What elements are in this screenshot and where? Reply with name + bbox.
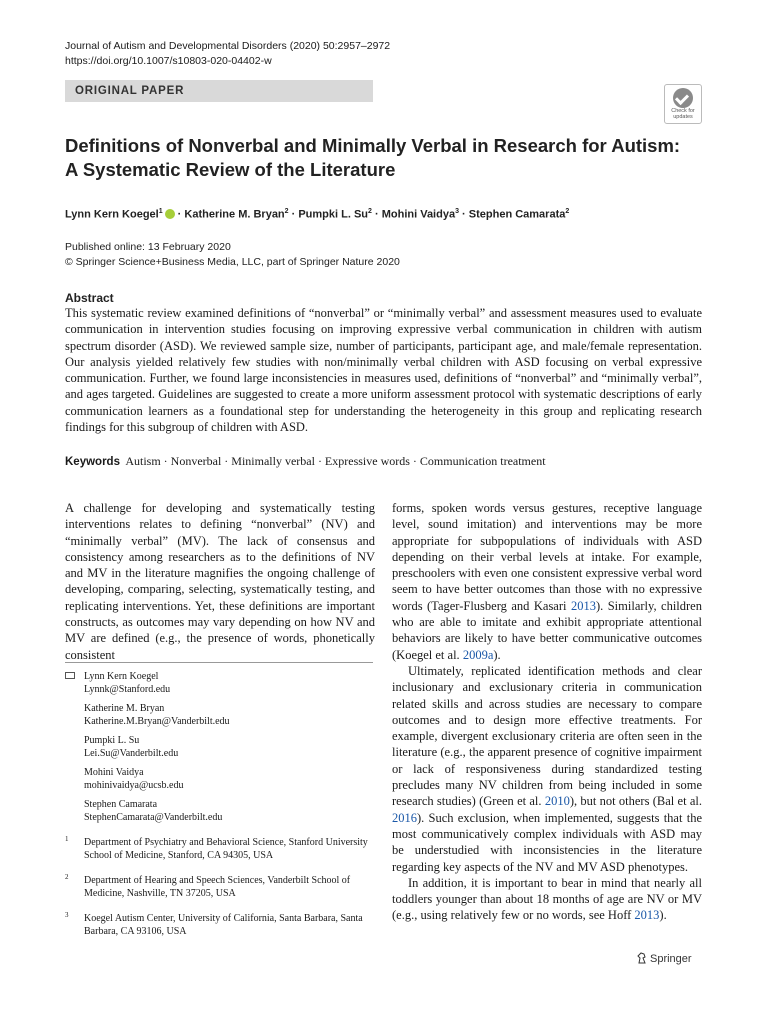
author-contacts (65, 670, 373, 938)
citation-link[interactable]: 2016 (392, 810, 417, 825)
affiliation-number: 1 (65, 835, 69, 843)
author-affil-sup: 2 (368, 208, 372, 215)
article-type-badge: ORIGINAL PAPER (65, 80, 373, 102)
body-column-left (65, 500, 375, 663)
affiliation-entry (65, 912, 373, 938)
author-affil-sup: 2 (284, 208, 289, 215)
springer-horse-icon (637, 952, 647, 964)
text-run: ), but not others (Bal et al. (569, 794, 702, 809)
contact-entry (65, 798, 373, 824)
citation-link[interactable]: 2013 (570, 598, 596, 613)
keywords-line (65, 453, 546, 470)
keywords-label: Keywords (65, 456, 120, 468)
affiliation-text: Koegel Autism Center, University of California, Santa Barbara, Santa Barbara, CA 93106, USA (84, 913, 363, 937)
contact-email[interactable]: Katherine.M.Bryan@Vanderbilt.edu (84, 716, 230, 727)
body-paragraph (392, 500, 702, 663)
check-updates-icon (673, 88, 693, 108)
author-name[interactable]: Lynn Kern Koegel (65, 208, 159, 221)
contact-entry (65, 670, 373, 696)
title-line-2: A Systematic Review of the Literature (65, 159, 396, 180)
contact-email[interactable]: StephenCamarata@Vanderbilt.edu (84, 812, 223, 823)
affiliation-number: 2 (65, 873, 69, 881)
body-column-right (392, 500, 702, 924)
text-run: forms, spoken words versus gestures, receptive language level, sound imitation) and interventions may be more appropriate for subpopulations of individuals with ASD depending on their verbal levels at intake. For example, preschoolers with even one consistent expressive verbal word seem to have better outcomes than those with no expressive words (Tager-Flusberg and Kasari (392, 501, 702, 613)
journal-citation: Journal of Autism and Developmental Disorders (2020) 50:2957–2972 (65, 40, 391, 52)
affiliation-text: Department of Psychiatry and Behavioral Science, Stanford University School of Medicine, Stanford, CA 94305, USA (84, 837, 368, 861)
contact-name: Pumpki L. Su (84, 735, 140, 746)
correspondence-divider (65, 662, 373, 663)
contact-name: Katherine M. Bryan (84, 703, 165, 714)
contact-entry (65, 702, 373, 728)
author-affil-sup: 2 (565, 208, 570, 215)
citation-link[interactable]: 2013 (634, 908, 660, 923)
text-run: In addition, it is important to bear in mind that nearly all toddlers younger than about 18 months of age are NV or MV (e.g., using relatively few or no words, see Hoff (392, 875, 702, 923)
publisher-footer (637, 952, 692, 965)
affiliation-entry (65, 836, 373, 862)
affiliation-number: 3 (65, 911, 69, 919)
check-for-updates-button[interactable] (664, 84, 702, 124)
doi-link[interactable]: https://doi.org/10.1007/s10803-020-04402-w (65, 55, 272, 67)
text-run: ). Similarly, children who are able to imitate and exhibit appropriate attentional behaviors are likely to have better communicative outcomes (Koegel et al. (392, 598, 702, 662)
contact-entry (65, 766, 373, 792)
author-affil-sup: 3 (455, 208, 459, 215)
text-run: ). (659, 908, 667, 923)
text-run: Ultimately, replicated identification methods and clear inclusionary and exclusionary criteria in communication related skills and across studies are necessary to compare outcomes and to design more effective treatments. For example, divergent exclusionary criteria are often seen in the literature (e.g., the apparent presence of cognitive impairment or lack of responsiveness during standardized testing precludes many NV children from being included in some research studies) (Green et al. (392, 663, 702, 809)
affiliation-entry (65, 874, 373, 900)
title-line-1: Definitions of Nonverbal and Minimally Verbal in Research for Autism: (65, 135, 681, 156)
contact-name: Stephen Camarata (84, 799, 158, 810)
envelope-icon (65, 672, 75, 679)
author-name[interactable]: Pumpki L. Su (298, 208, 369, 221)
orcid-icon[interactable] (165, 209, 175, 219)
author-separator: · (288, 208, 299, 221)
contact-email[interactable]: Lei.Su@Vanderbilt.edu (84, 748, 179, 759)
abstract-heading: Abstract (65, 291, 114, 305)
abstract-text: This systematic review examined definitions of “nonverbal” or “minimally verbal” and assessment measures used to evaluate communication in intervention studies focusing on improving expressive verbal communication in children with autism spectrum disorder (ASD). We reviewed sample size, number of participants, participant age, and male/female representation. Our analysis yielded relatively few studies with non/minimally verbal children with ASD focusing on verbal expressive communication. Further, we found large inconsistencies in measures used, definitions of “nonverbal” and “minimally verbal”, and ages targeted. Guidelines are suggested to create a more uniform assessment protocol with systematic descriptions of early communication learners as a foundational step for understanding the heterogeneity in this group and replicating research findings for this subgroup of children with ASD. (65, 306, 702, 435)
copyright-notice: © Springer Science+Business Media, LLC, part of Springer Nature 2020 (65, 256, 400, 268)
publication-info (65, 240, 400, 270)
publisher-name: Springer (650, 953, 692, 965)
published-date: Published online: 13 February 2020 (65, 241, 231, 253)
author-separator: · (458, 208, 469, 221)
keywords-list: Autism · Nonverbal · Minimally verbal · Expressive words · Communication treatment (125, 454, 546, 468)
author-separator: · (371, 208, 382, 221)
citation-link[interactable]: 2010 (544, 794, 570, 809)
check-updates-label-1: Check for (671, 108, 695, 114)
body-paragraph (392, 875, 702, 924)
author-name[interactable]: Katherine M. Bryan (184, 208, 285, 221)
check-updates-label-2: updates (673, 114, 693, 120)
affiliation-text: Department of Hearing and Speech Sciences, Vanderbilt School of Medicine, Nashville, TN 37205, USA (84, 875, 351, 899)
journal-header (65, 39, 390, 69)
author-separator: · (174, 208, 185, 221)
author-affil-sup: 1 (158, 208, 163, 215)
text-run: ). (493, 647, 501, 662)
contact-name: Lynn Kern Koegel (84, 671, 159, 682)
contact-name: Mohini Vaidya (84, 767, 144, 778)
article-title (65, 134, 685, 182)
contact-email[interactable]: Lynnk@Stanford.edu (84, 684, 171, 695)
contact-email[interactable]: mohinivaidya@ucsb.edu (84, 780, 184, 791)
author-name[interactable]: Stephen Camarata (468, 208, 566, 221)
body-paragraph: A challenge for developing and systematically testing interventions relates to defining “nonverbal” (NV) and “minimally verbal” (MV). The lack of consensus and consistency among researchers as to the definitions of NV and MV in the literature magnifies the ongoing challenge of developing, comparing, selecting, systematically testing, and replicating interventions. Yet, these definitions are important constructs, as outcomes may vary depending on how NV and MV are defined (e.g., the presence of words, phonetically consistent (65, 501, 375, 662)
text-run: ). Such exclusion, when implemented, suggests that the most communicatively complex individuals with ASD may be understudied with inconsistencies in the literature regarding key aspects of the NV and MV ASD phenotypes. (392, 810, 702, 874)
citation-link[interactable]: 2009a (462, 647, 494, 662)
contact-entry (65, 734, 373, 760)
author-list (65, 204, 569, 223)
author-name[interactable]: Mohini Vaidya (381, 208, 456, 221)
body-paragraph (392, 663, 702, 875)
